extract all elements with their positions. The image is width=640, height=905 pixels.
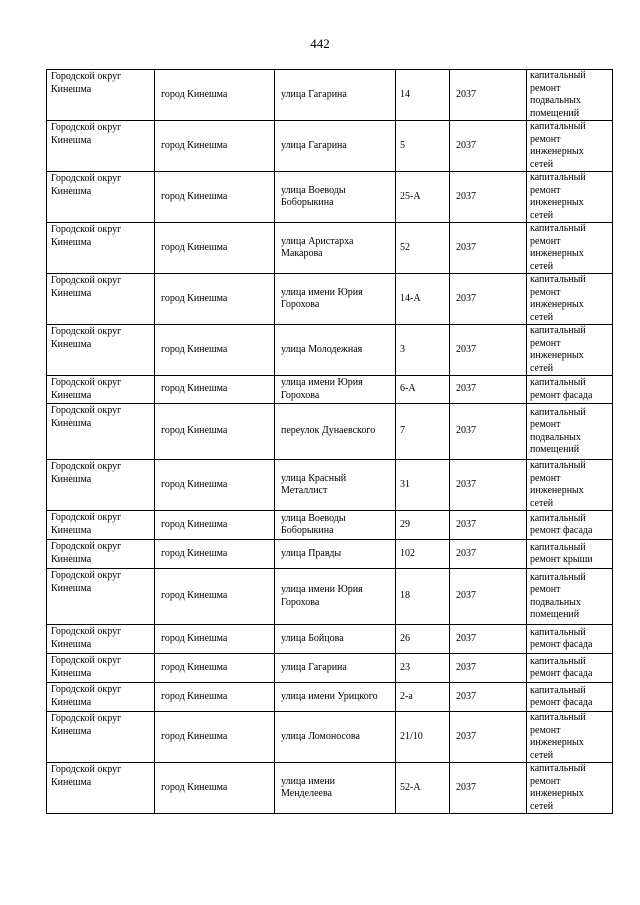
table-row [47, 763, 613, 814]
year-cell: 2037 [450, 540, 527, 569]
settlement-cell: город Кинешма [155, 712, 275, 763]
table-row [47, 325, 613, 376]
table-row [47, 683, 613, 712]
settlement-cell: город Кинешма [155, 223, 275, 274]
year-cell: 2037 [450, 683, 527, 712]
settlement-cell: город Кинешма [155, 70, 275, 121]
street-cell: улица Молодежная [275, 325, 396, 376]
work-type-cell: капитальный ремонт подвальных помещений [527, 569, 613, 625]
house-number-cell: 31 [396, 460, 450, 511]
repair-schedule-table [46, 69, 613, 814]
house-number-cell: 29 [396, 511, 450, 540]
street-cell: улица имени Менделеева [275, 763, 396, 814]
year-cell: 2037 [450, 763, 527, 814]
year-cell: 2037 [450, 274, 527, 325]
house-number-cell: 6-А [396, 376, 450, 404]
settlement-cell: город Кинешма [155, 376, 275, 404]
district-cell: Городской округ Кинешма [47, 223, 155, 274]
year-cell: 2037 [450, 712, 527, 763]
district-cell: Городской округ Кинешма [47, 569, 155, 625]
year-cell: 2037 [450, 121, 527, 172]
table-row [47, 376, 613, 404]
street-cell: переулок Дунаевского [275, 404, 396, 460]
house-number-cell: 14-А [396, 274, 450, 325]
street-cell: улица Гагарина [275, 121, 396, 172]
house-number-cell: 14 [396, 70, 450, 121]
house-number-cell: 5 [396, 121, 450, 172]
district-cell: Городской округ Кинешма [47, 404, 155, 460]
work-type-cell: капитальный ремонт инженерных сетей [527, 712, 613, 763]
year-cell: 2037 [450, 404, 527, 460]
house-number-cell: 7 [396, 404, 450, 460]
work-type-cell: капитальный ремонт подвальных помещений [527, 70, 613, 121]
street-cell: улица Правды [275, 540, 396, 569]
street-cell: улица Красный Металлист [275, 460, 396, 511]
year-cell: 2037 [450, 654, 527, 683]
district-cell: Городской округ Кинешма [47, 274, 155, 325]
settlement-cell: город Кинешма [155, 569, 275, 625]
district-cell: Городской округ Кинешма [47, 763, 155, 814]
district-cell: Городской округ Кинешма [47, 325, 155, 376]
district-cell: Городской округ Кинешма [47, 460, 155, 511]
work-type-cell: капитальный ремонт инженерных сетей [527, 223, 613, 274]
district-cell: Городской округ Кинешма [47, 654, 155, 683]
year-cell: 2037 [450, 569, 527, 625]
district-cell: Городской округ Кинешма [47, 712, 155, 763]
street-cell: улица имени Юрия Горохова [275, 274, 396, 325]
work-type-cell: капитальный ремонт фасада [527, 625, 613, 654]
table-row [47, 569, 613, 625]
street-cell: улица Ломоносова [275, 712, 396, 763]
district-cell: Городской округ Кинешма [47, 511, 155, 540]
house-number-cell: 18 [396, 569, 450, 625]
work-type-cell: капитальный ремонт инженерных сетей [527, 325, 613, 376]
street-cell: улица имени Юрия Горохова [275, 376, 396, 404]
work-type-cell: капитальный ремонт инженерных сетей [527, 763, 613, 814]
table-row [47, 712, 613, 763]
settlement-cell: город Кинешма [155, 325, 275, 376]
settlement-cell: город Кинешма [155, 540, 275, 569]
district-cell: Городской округ Кинешма [47, 376, 155, 404]
house-number-cell: 102 [396, 540, 450, 569]
table-row [47, 654, 613, 683]
year-cell: 2037 [450, 460, 527, 511]
street-cell: улица Аристарха Макарова [275, 223, 396, 274]
table-row [47, 511, 613, 540]
street-cell: улица Гагарина [275, 70, 396, 121]
table-row [47, 274, 613, 325]
house-number-cell: 26 [396, 625, 450, 654]
settlement-cell: город Кинешма [155, 683, 275, 712]
work-type-cell: капитальный ремонт крыши [527, 540, 613, 569]
settlement-cell: город Кинешма [155, 763, 275, 814]
table-row [47, 70, 613, 121]
house-number-cell: 21/10 [396, 712, 450, 763]
settlement-cell: город Кинешма [155, 121, 275, 172]
table-row [47, 172, 613, 223]
street-cell: улица имени Урицкого [275, 683, 396, 712]
year-cell: 2037 [450, 172, 527, 223]
table-row [47, 625, 613, 654]
street-cell: улица имени Юрия Горохова [275, 569, 396, 625]
settlement-cell: город Кинешма [155, 172, 275, 223]
work-type-cell: капитальный ремонт инженерных сетей [527, 274, 613, 325]
house-number-cell: 2-а [396, 683, 450, 712]
street-cell: улица Воеводы Боборыкина [275, 511, 396, 540]
house-number-cell: 23 [396, 654, 450, 683]
work-type-cell: капитальный ремонт фасада [527, 683, 613, 712]
work-type-cell: капитальный ремонт подвальных помещений [527, 404, 613, 460]
street-cell: улица Бойцова [275, 625, 396, 654]
district-cell: Городской округ Кинешма [47, 683, 155, 712]
house-number-cell: 52-А [396, 763, 450, 814]
settlement-cell: город Кинешма [155, 404, 275, 460]
settlement-cell: город Кинешма [155, 274, 275, 325]
work-type-cell: капитальный ремонт инженерных сетей [527, 460, 613, 511]
house-number-cell: 3 [396, 325, 450, 376]
table-row [47, 121, 613, 172]
year-cell: 2037 [450, 376, 527, 404]
house-number-cell: 52 [396, 223, 450, 274]
work-type-cell: капитальный ремонт фасада [527, 376, 613, 404]
district-cell: Городской округ Кинешма [47, 625, 155, 654]
district-cell: Городской округ Кинешма [47, 540, 155, 569]
settlement-cell: город Кинешма [155, 460, 275, 511]
page-number: 442 [310, 36, 330, 51]
district-cell: Городской округ Кинешма [47, 121, 155, 172]
settlement-cell: город Кинешма [155, 511, 275, 540]
work-type-cell: капитальный ремонт фасада [527, 654, 613, 683]
district-cell: Городской округ Кинешма [47, 70, 155, 121]
settlement-cell: город Кинешма [155, 654, 275, 683]
district-cell: Городской округ Кинешма [47, 172, 155, 223]
settlement-cell: город Кинешма [155, 625, 275, 654]
year-cell: 2037 [450, 511, 527, 540]
year-cell: 2037 [450, 70, 527, 121]
year-cell: 2037 [450, 625, 527, 654]
table-row [47, 223, 613, 274]
work-type-cell: капитальный ремонт фасада [527, 511, 613, 540]
year-cell: 2037 [450, 325, 527, 376]
house-number-cell: 25-А [396, 172, 450, 223]
table-row [47, 460, 613, 511]
work-type-cell: капитальный ремонт инженерных сетей [527, 121, 613, 172]
street-cell: улица Гагарина [275, 654, 396, 683]
year-cell: 2037 [450, 223, 527, 274]
table-row [47, 404, 613, 460]
work-type-cell: капитальный ремонт инженерных сетей [527, 172, 613, 223]
street-cell: улица Воеводы Боборыкина [275, 172, 396, 223]
table-row [47, 540, 613, 569]
